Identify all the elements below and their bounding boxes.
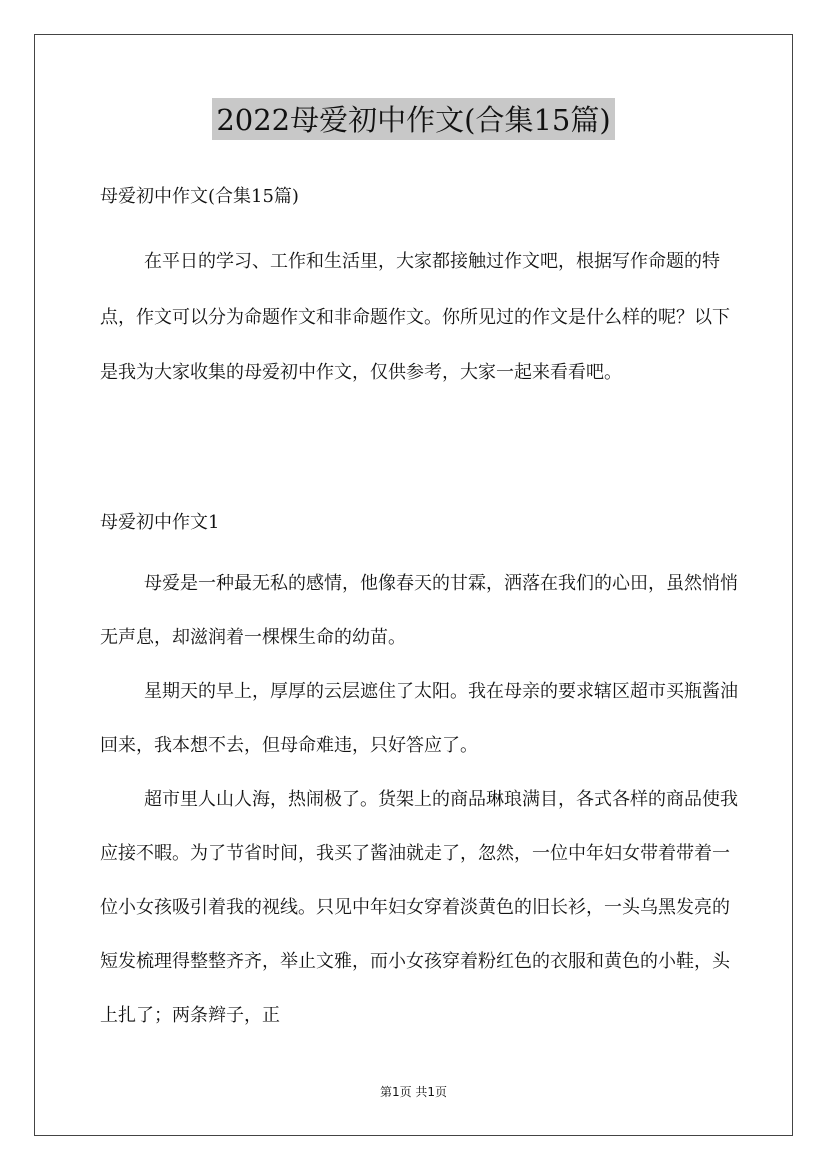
body-paragraph: 星期天的早上，厚厚的云层遮住了太阳。我在母亲的要求辖区超市买瓶酱油回来，我本想不去，但母命难违，只好答应了。 (100, 681, 738, 756)
body-paragraph: 母爱是一种最无私的感情，他像春天的甘霖，洒落在我们的心田，虽然悄悄无声息，却滋润着一棵棵生命的幼苗。 (100, 573, 738, 648)
section-body (100, 557, 740, 1043)
body-paragraph: 超市里人山人海，热闹极了。货架上的商品琳琅满目，各式各样的商品使我应接不暇。为了节省时间，我买了酱油就走了，忽然，一位中年妇女带着带着一位小女孩吸引着我的视线。只见中年妇女穿着淡黄色的旧长衫，一头乌黑发亮的短发梳理得整整齐齐，举止文雅，而小女孩穿着粉红色的衣服和黄色的小鞋，头上扎了；两条辫子，正 (100, 789, 738, 1026)
document-subtitle: 母爱初中作文(合集15篇) (100, 186, 299, 207)
page-footer: 第1页 共1页 (379, 1085, 448, 1099)
intro-paragraph: 在平日的学习、工作和生活里，大家都接触过作文吧，根据写作命题的特点，作文可以分为命题作文和非命题作文。你所见过的作文是什么样的呢？以下是我为大家收集的母爱初中作文，仅供参考，大家一起来看看吧。 (100, 251, 730, 383)
document-title: 2022母爱初中作文(合集15篇) (212, 98, 614, 140)
section-heading: 母爱初中作文1 (100, 512, 220, 533)
title-container (0, 98, 827, 140)
